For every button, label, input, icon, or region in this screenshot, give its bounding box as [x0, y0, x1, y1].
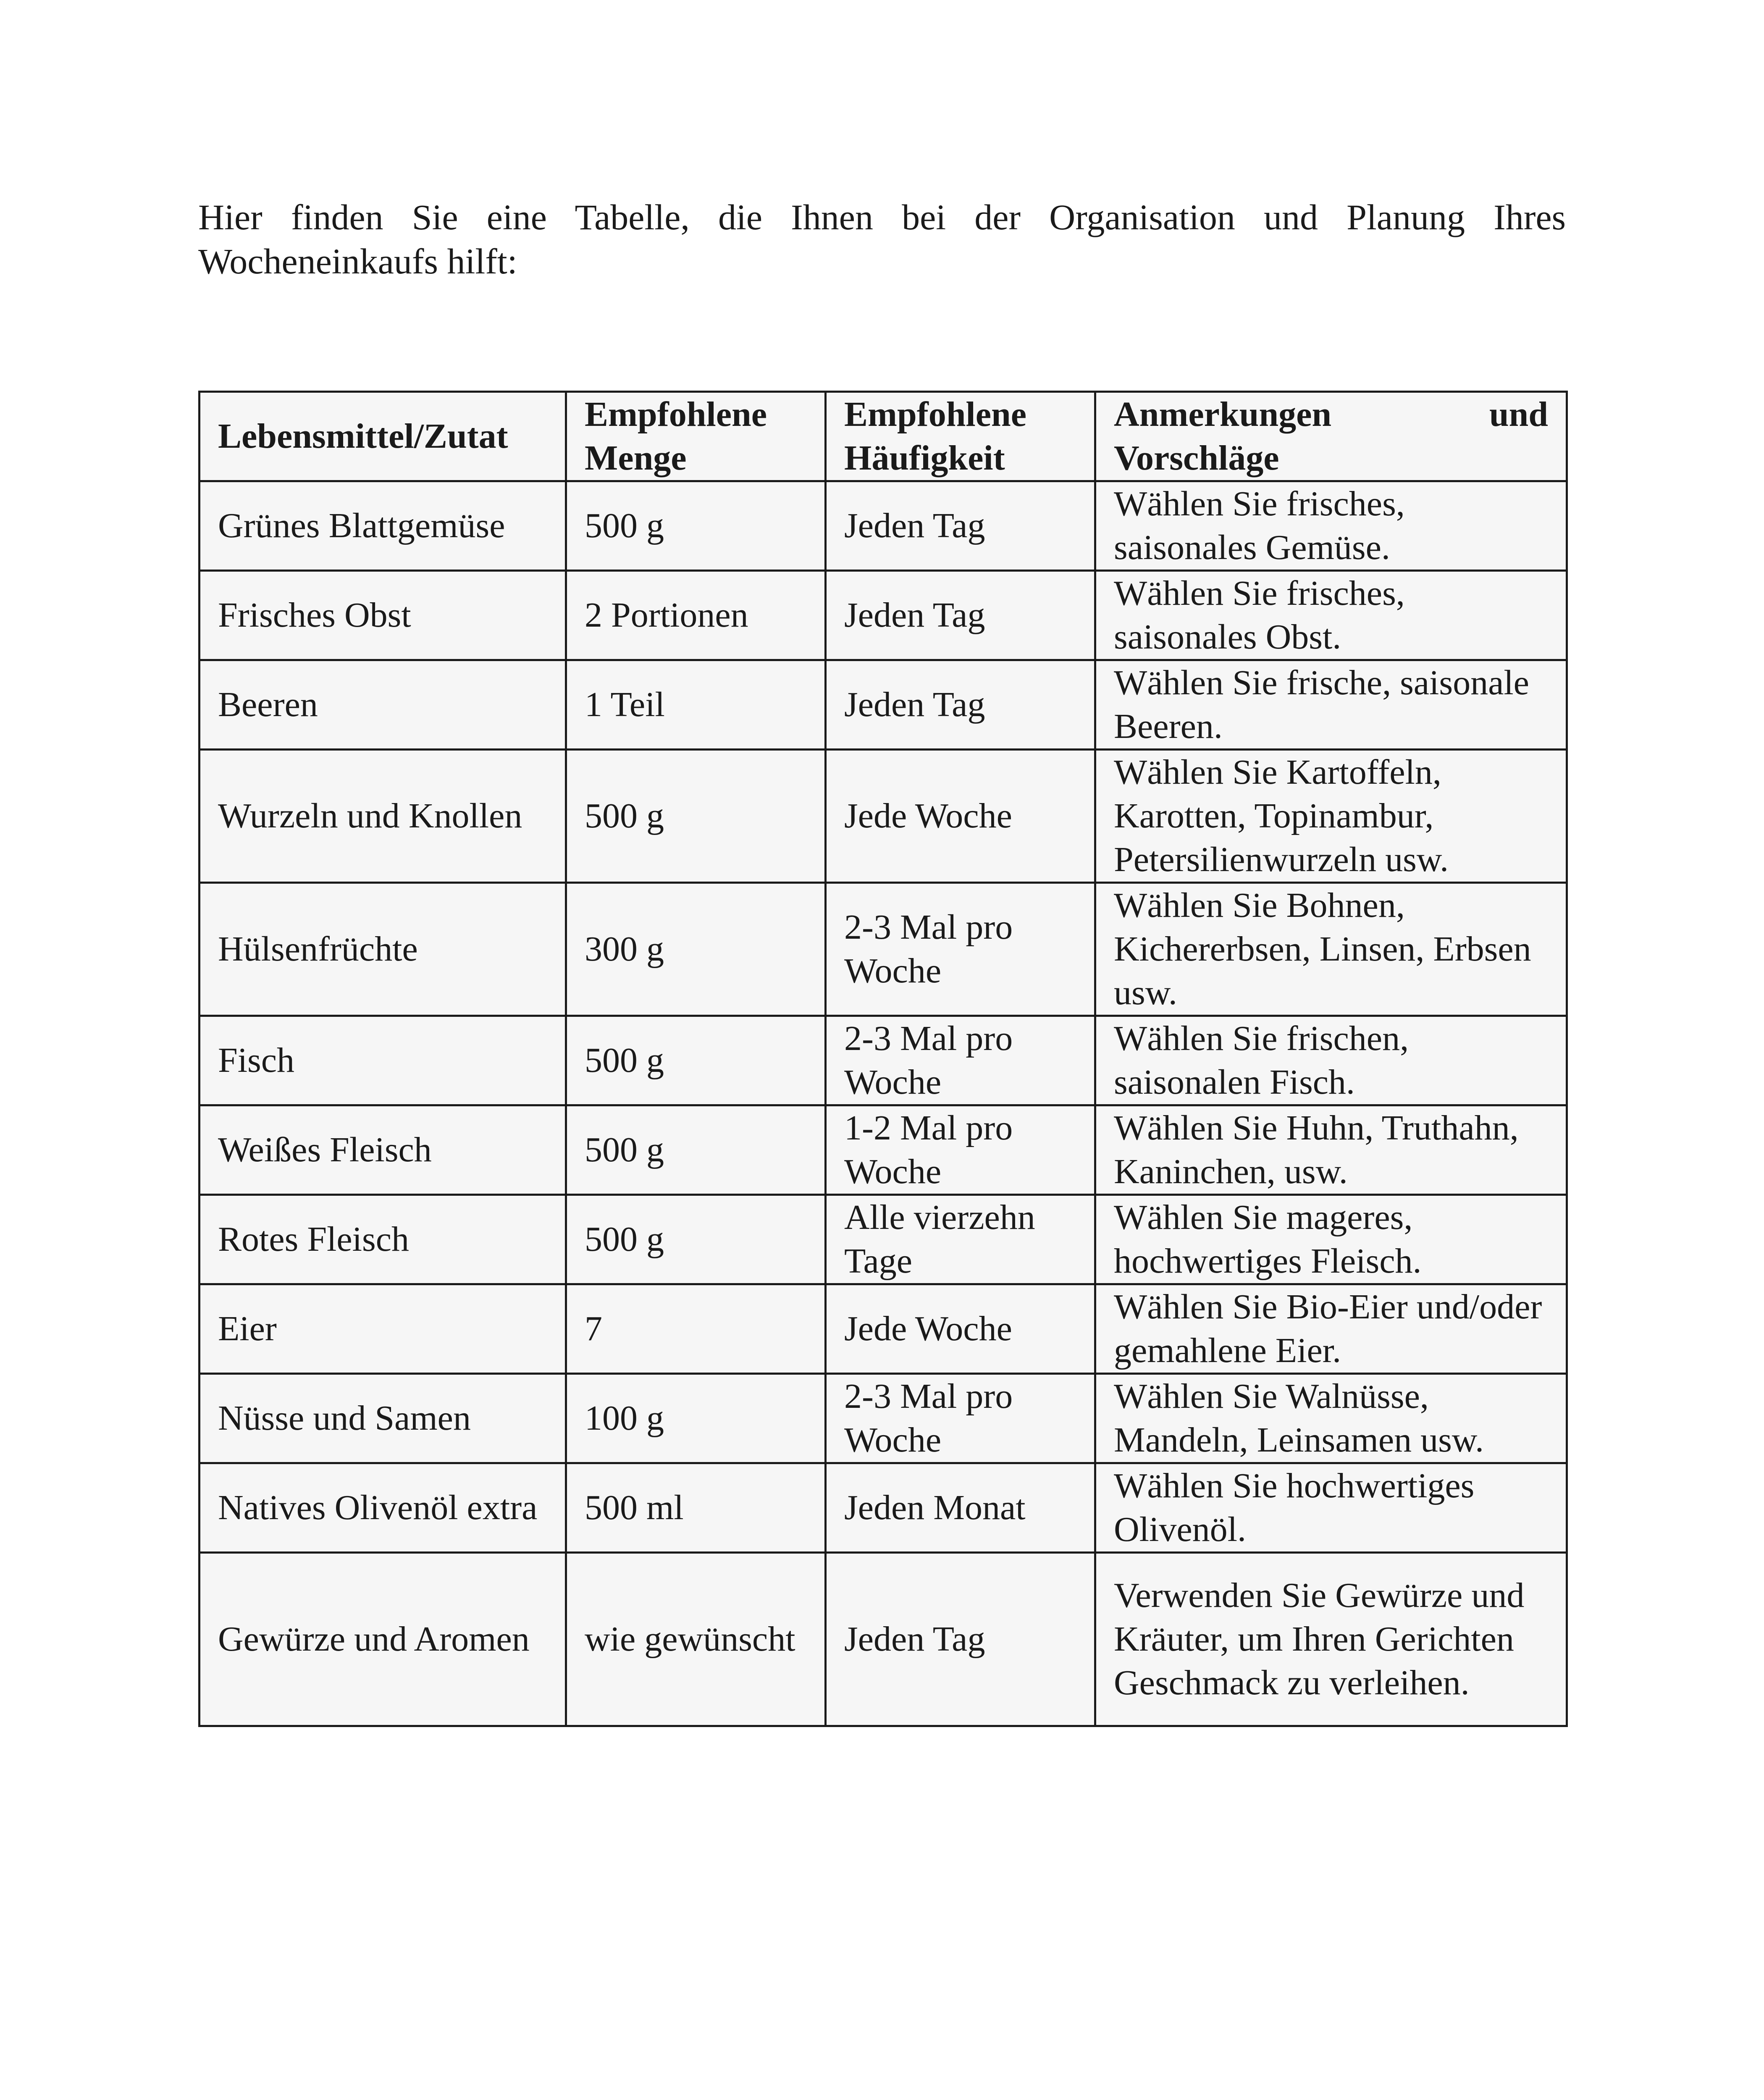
table-row	[200, 1374, 1567, 1463]
cell-frequency: 2-3 Mal pro Woche	[826, 883, 1095, 1016]
table-row	[200, 481, 1567, 571]
cell-food: Natives Olivenöl extra	[200, 1463, 566, 1553]
header-frequency: Empfohlene Häufigkeit	[826, 392, 1095, 481]
header-notes-word-1: Anmerkungen	[1114, 395, 1332, 434]
cell-amount: 300 g	[566, 883, 826, 1016]
intro-paragraph: Hier finden Sie eine Tabelle, die Ihnen bei der Organisation und Planung Ihres Wocheneinkaufs hilft:	[198, 197, 1566, 281]
cell-food: Gewürze und Aromen	[200, 1553, 566, 1726]
cell-notes: Wählen Sie Walnüsse, Mandeln, Leinsamen usw.	[1095, 1374, 1567, 1463]
table-row	[200, 1195, 1567, 1284]
cell-amount: 500 g	[566, 1105, 826, 1195]
shopping-table	[198, 391, 1568, 1727]
cell-food: Frisches Obst	[200, 571, 566, 660]
cell-food: Wurzeln und Knollen	[200, 750, 566, 883]
cell-amount: 100 g	[566, 1374, 826, 1463]
table-row	[200, 1284, 1567, 1374]
cell-frequency: 2-3 Mal pro Woche	[826, 1374, 1095, 1463]
table-row	[200, 660, 1567, 750]
cell-amount: 500 g	[566, 481, 826, 571]
table-row	[200, 1105, 1567, 1195]
header-amount: Empfohlene Menge	[566, 392, 826, 481]
cell-amount: 500 ml	[566, 1463, 826, 1553]
cell-amount: 500 g	[566, 1016, 826, 1105]
header-notes-line-2: Vorschläge	[1114, 438, 1279, 478]
cell-amount: 2 Portionen	[566, 571, 826, 660]
cell-food: Rotes Fleisch	[200, 1195, 566, 1284]
cell-amount: 7	[566, 1284, 826, 1374]
cell-food: Hülsenfrüchte	[200, 883, 566, 1016]
table-row	[200, 571, 1567, 660]
cell-food: Nüsse und Samen	[200, 1374, 566, 1463]
cell-frequency: Jede Woche	[826, 750, 1095, 883]
table-row	[200, 750, 1567, 883]
cell-notes: Wählen Sie Kartoffeln, Karotten, Topinambur, Petersilienwurzeln usw.	[1095, 750, 1567, 883]
table-header-row	[200, 392, 1567, 481]
cell-notes: Wählen Sie mageres, hochwertiges Fleisch.	[1095, 1195, 1567, 1284]
cell-frequency: Jede Woche	[826, 1284, 1095, 1374]
table-row	[200, 1016, 1567, 1105]
cell-notes: Wählen Sie Bio-Eier und/oder gemahlene Eier.	[1095, 1284, 1567, 1374]
cell-frequency: 2-3 Mal pro Woche	[826, 1016, 1095, 1105]
header-notes	[1095, 392, 1567, 481]
header-notes-word-2: und	[1489, 395, 1548, 434]
cell-notes: Wählen Sie frischen, saisonalen Fisch.	[1095, 1016, 1567, 1105]
cell-notes: Wählen Sie Bohnen, Kichererbsen, Linsen, Erbsen usw.	[1095, 883, 1567, 1016]
cell-frequency: Jeden Tag	[826, 571, 1095, 660]
cell-notes: Verwenden Sie Gewürze und Kräuter, um Ihren Gerichten Geschmack zu verleihen.	[1095, 1553, 1567, 1726]
table-row	[200, 1463, 1567, 1553]
cell-amount: 500 g	[566, 1195, 826, 1284]
cell-notes: Wählen Sie Huhn, Truthahn, Kaninchen, usw.	[1095, 1105, 1567, 1195]
cell-food: Fisch	[200, 1016, 566, 1105]
header-food: Lebensmittel/Zutat	[200, 392, 566, 481]
cell-food: Weißes Fleisch	[200, 1105, 566, 1195]
cell-food: Grünes Blattgemüse	[200, 481, 566, 571]
table-row	[200, 1553, 1567, 1726]
table-row	[200, 883, 1567, 1016]
cell-notes: Wählen Sie hochwertiges Olivenöl.	[1095, 1463, 1567, 1553]
cell-food: Eier	[200, 1284, 566, 1374]
cell-notes: Wählen Sie frisches, saisonales Obst.	[1095, 571, 1567, 660]
cell-frequency: Jeden Tag	[826, 660, 1095, 750]
cell-notes: Wählen Sie frisches, saisonales Gemüse.	[1095, 481, 1567, 571]
cell-frequency: Alle vierzehn Tage	[826, 1195, 1095, 1284]
cell-frequency: 1-2 Mal pro Woche	[826, 1105, 1095, 1195]
cell-frequency: Jeden Monat	[826, 1463, 1095, 1553]
cell-frequency: Jeden Tag	[826, 1553, 1095, 1726]
cell-frequency: Jeden Tag	[826, 481, 1095, 571]
cell-amount: 500 g	[566, 750, 826, 883]
cell-notes: Wählen Sie frische, saisonale Beeren.	[1095, 660, 1567, 750]
cell-amount: 1 Teil	[566, 660, 826, 750]
cell-amount: wie gewünscht	[566, 1553, 826, 1726]
cell-food: Beeren	[200, 660, 566, 750]
